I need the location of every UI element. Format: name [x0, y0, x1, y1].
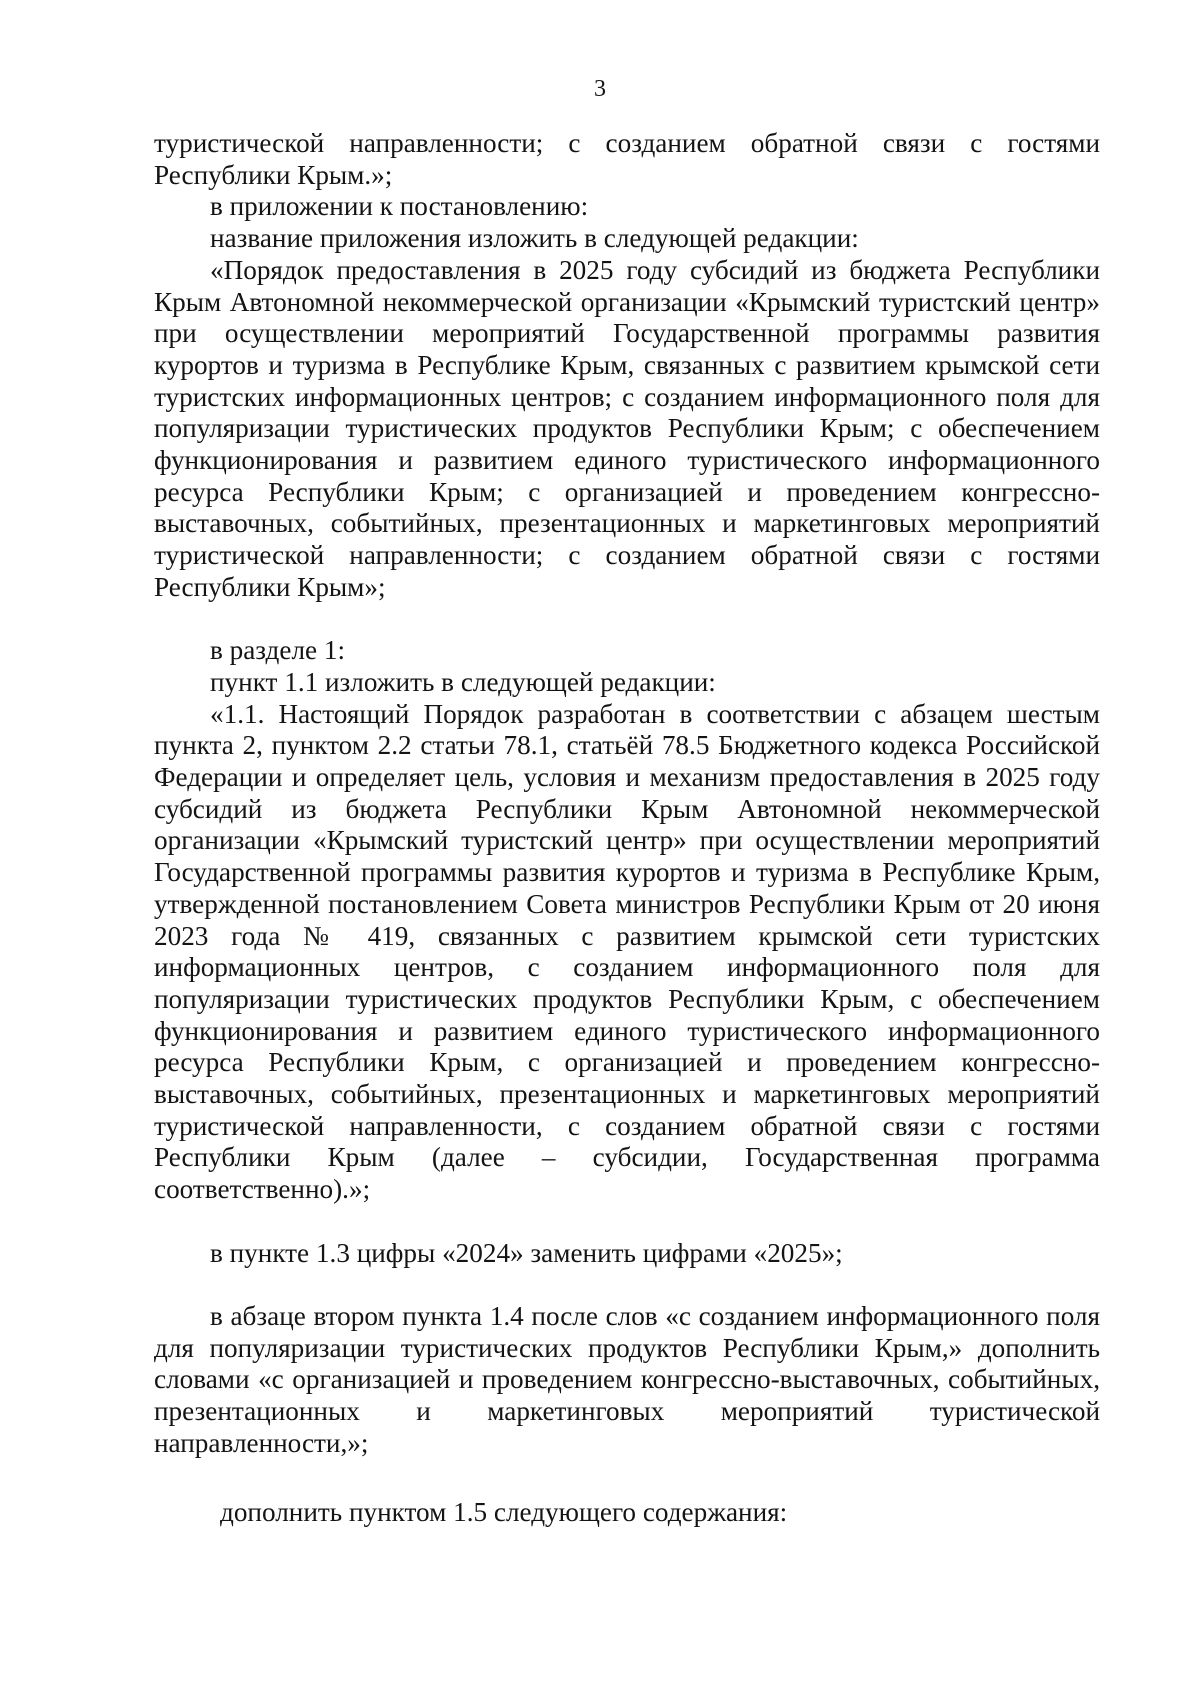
paragraph-appendix-title-instruction: название приложения изложить в следующей редакции:	[210, 223, 859, 254]
paragraph-appendix-intro: в приложении к постановлению:	[210, 191, 589, 222]
paragraph-clause-1-1-instruction: пункт 1.1 изложить в следующей редакции:	[210, 666, 716, 697]
paragraph-clause-1-4: в абзаце втором пункта 1.4 после слов «с созданием информационного поля для популяризации туристических продуктов Республики Крым,» дополнить словами «с организацией и проведением конгрессно-выставочных, событийных, презентационных и маркетинговых мероприятий туристической направленности,»;	[154, 1300, 1100, 1458]
document-body	[154, 128, 1100, 1529]
page-number: 3	[594, 76, 606, 102]
paragraph-clause-1-5-intro: дополнить пунктом 1.5 следующего содержания:	[220, 1497, 788, 1528]
paragraph-appendix-title-text: «Порядок предоставления в 2025 году субсидий из бюджета Республики Крым Автономной некоммерческой организации «Крымский туристский центр» при осуществлении мероприятий Государственной программы развития курортов и туризма в Республике Крым, связанных с развитием крымской сети туристских информационных центров; с созданием информационного поля для популяризации туристических продуктов Республики Крым; с обеспечением функционирования и развитием единого туристического информационного ресурса Республики Крым; с организацией и проведением конгрессно-выставочных, событийных, презентационных и маркетинговых мероприятий туристической направленности; с созданием обратной связи с гостями Республики Крым»;	[154, 254, 1100, 602]
paragraph-section-1: в разделе 1:	[210, 635, 346, 666]
paragraph-clause-1-3: в пункте 1.3 цифры «2024» заменить цифрами «2025»;	[210, 1237, 843, 1268]
paragraph-clause-1-1-text: «1.1. Настоящий Порядок разработан в соответствии с абзацем шестым пункта 2, пунктом 2.2 статьи 78.1, статьёй 78.5 Бюджетного кодекса Российской Федерации и определяет цель, условия и механизм предоставления в 2025 году субсидий из бюджета Республики Крым Автономной некоммерческой организации «Крымский туристский центр» при осуществлении мероприятий Государственной программы развития курортов и туризма в Республике Крым, утвержденной постановлением Совета министров Республики Крым от 20 июня 2023 года № 419, связанных с развитием крымской сети туристских информационных центров, с созданием информационного поля для популяризации туристических продуктов Республики Крым, с обеспечением функционирования и развитием единого туристического информационного ресурса Республики Крым, с организацией и проведением конгрессно-выставочных, событийных, презентационных и маркетинговых мероприятий туристической направленности, с созданием обратной связи с гостями Республики Крым (далее – субсидии, Государственная программа соответственно).»;	[154, 698, 1100, 1205]
paragraph-continuation: туристической направленности; с созданием обратной связи с гостями Республики Крым.»;	[154, 128, 1100, 190]
